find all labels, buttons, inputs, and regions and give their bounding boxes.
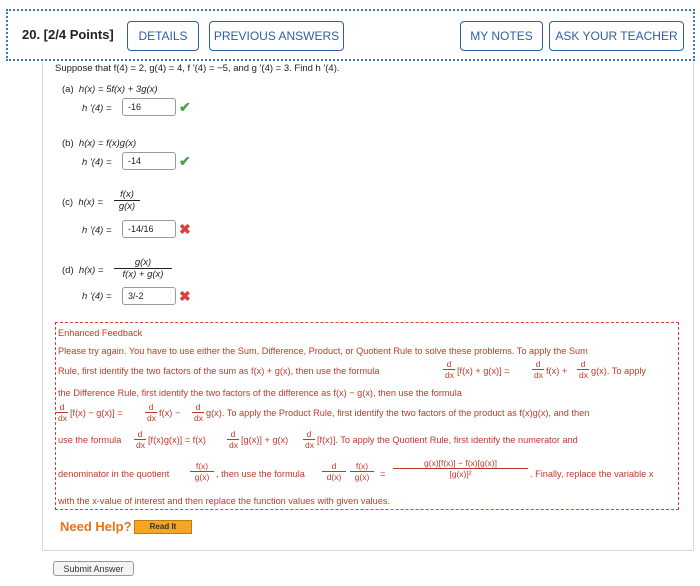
- incorrect-cross-icon: ✖: [179, 288, 191, 304]
- feedback-line: the Difference Rule, first identify the two factors of the difference as f(x) − g(x), then use the formula: [58, 388, 462, 398]
- feedback-line: denominator in the quotient: [58, 469, 170, 479]
- correct-check-icon: ✔: [179, 99, 191, 115]
- feedback-line: [f(x)]. To apply the Quotient Rule, first identify the numerator and: [317, 435, 578, 445]
- submit-answer-button[interactable]: Submit Answer: [53, 561, 134, 576]
- read-it-button[interactable]: Read It: [134, 520, 192, 534]
- part-c-answer-input[interactable]: -14/16: [122, 220, 176, 238]
- d-dx-fraction: $\frac{d}{dx}$: [136, 429, 145, 450]
- feedback-line: =: [380, 469, 386, 479]
- feedback-line: Rule, first identify the two factors of the sum as f(x) + g(x), then use the formula: [58, 366, 380, 376]
- feedback-line: , then use the formula: [216, 469, 305, 479]
- part-a-hprime: h '(4) =: [82, 103, 112, 114]
- feedback-line: g(x). To apply the Product Rule, first identify the two factors of the product as f(x)g(x), and then: [206, 408, 590, 418]
- part-a-answer-input[interactable]: -16: [122, 98, 176, 116]
- part-b-label: (b) h(x) = f(x)g(x): [62, 138, 137, 149]
- feedback-line: [f(x)g(x)] = f(x): [148, 435, 206, 445]
- part-c-label: (c) h(x) =: [62, 197, 103, 208]
- d-dx-fraction: $\frac{d}{dx}$: [147, 402, 156, 423]
- question-header: [6, 9, 695, 61]
- quotient-rule-fraction: $\frac{g(x)[f(x)] - f(x)[g(x)]}{\text{[g(x)]²}}$: [393, 458, 528, 479]
- part-a-label: (a) h(x) = 5f(x) + 3g(x): [62, 84, 158, 95]
- d-dx-fraction: $\frac{d}{dx}$: [305, 429, 314, 450]
- feedback-line: with the x-value of interest and then replace the function values with given values.: [58, 496, 390, 506]
- correct-check-icon: ✔: [179, 153, 191, 169]
- feedback-line: Please try again. You have to use either the Sum, Difference, Product, or Quotient Rule to solve these problems. To apply the Sum: [58, 346, 588, 356]
- question-number: 20. [2/4 Points]: [22, 27, 114, 42]
- part-d-hprime: h '(4) =: [82, 291, 112, 302]
- d-dx-fraction: $\frac{d}{dx}$: [534, 359, 543, 380]
- part-c-hprime: h '(4) =: [82, 225, 112, 236]
- feedback-line: [f(x) + g(x)] =: [457, 366, 510, 376]
- details-button[interactable]: DETAILS: [127, 21, 199, 51]
- quotient-fraction: $\frac{f(x)}{g(x)}$: [190, 461, 214, 482]
- feedback-line: f(x) −: [159, 408, 181, 418]
- part-d-fraction: $\frac{g(x)}{f(x) + g(x)}$: [114, 257, 172, 280]
- d-dx-fraction: $\frac{d}{dx}$: [445, 359, 454, 380]
- question-prompt: Suppose that f(4) = 2, g(4) = 4, f '(4) = −5, and g '(4) = 3. Find h '(4).: [55, 63, 340, 74]
- part-b-hprime: h '(4) =: [82, 157, 112, 168]
- feedback-line: use the formula: [58, 435, 122, 445]
- part-c-fraction: $\frac{f(x)}{g(x)}$: [114, 189, 140, 212]
- d-dx-fraction: $\frac{d}{dx}$: [58, 402, 67, 423]
- d-dx-fraction: $\frac{d}{d(x)}$: [322, 461, 346, 482]
- d-dx-fraction: $\frac{d}{dx}$: [579, 359, 588, 380]
- feedback-line: [g(x)] + g(x): [241, 435, 289, 445]
- feedback-line: . Finally, replace the variable x: [530, 469, 654, 479]
- feedback-line: [f(x) − g(x)] =: [70, 408, 123, 418]
- incorrect-cross-icon: ✖: [179, 221, 191, 237]
- previous-answers-button[interactable]: PREVIOUS ANSWERS: [209, 21, 344, 51]
- part-d-answer-input[interactable]: 3/-2: [122, 287, 176, 305]
- d-dx-fraction: $\frac{d}{dx}$: [229, 429, 238, 450]
- feedback-title: Enhanced Feedback: [58, 328, 143, 338]
- my-notes-button[interactable]: MY NOTES: [460, 21, 543, 51]
- feedback-line: f(x) +: [546, 366, 568, 376]
- part-d-label: (d) h(x) =: [62, 265, 104, 276]
- d-dx-fraction: $\frac{d}{dx}$: [194, 402, 203, 423]
- feedback-line: g(x). To apply: [591, 366, 646, 376]
- quotient-fraction: $\frac{f(x)}{g(x)}$: [350, 461, 374, 482]
- ask-your-teacher-button[interactable]: ASK YOUR TEACHER: [549, 21, 684, 51]
- part-b-answer-input[interactable]: -14: [122, 152, 176, 170]
- need-help-label: Need Help?: [60, 519, 132, 534]
